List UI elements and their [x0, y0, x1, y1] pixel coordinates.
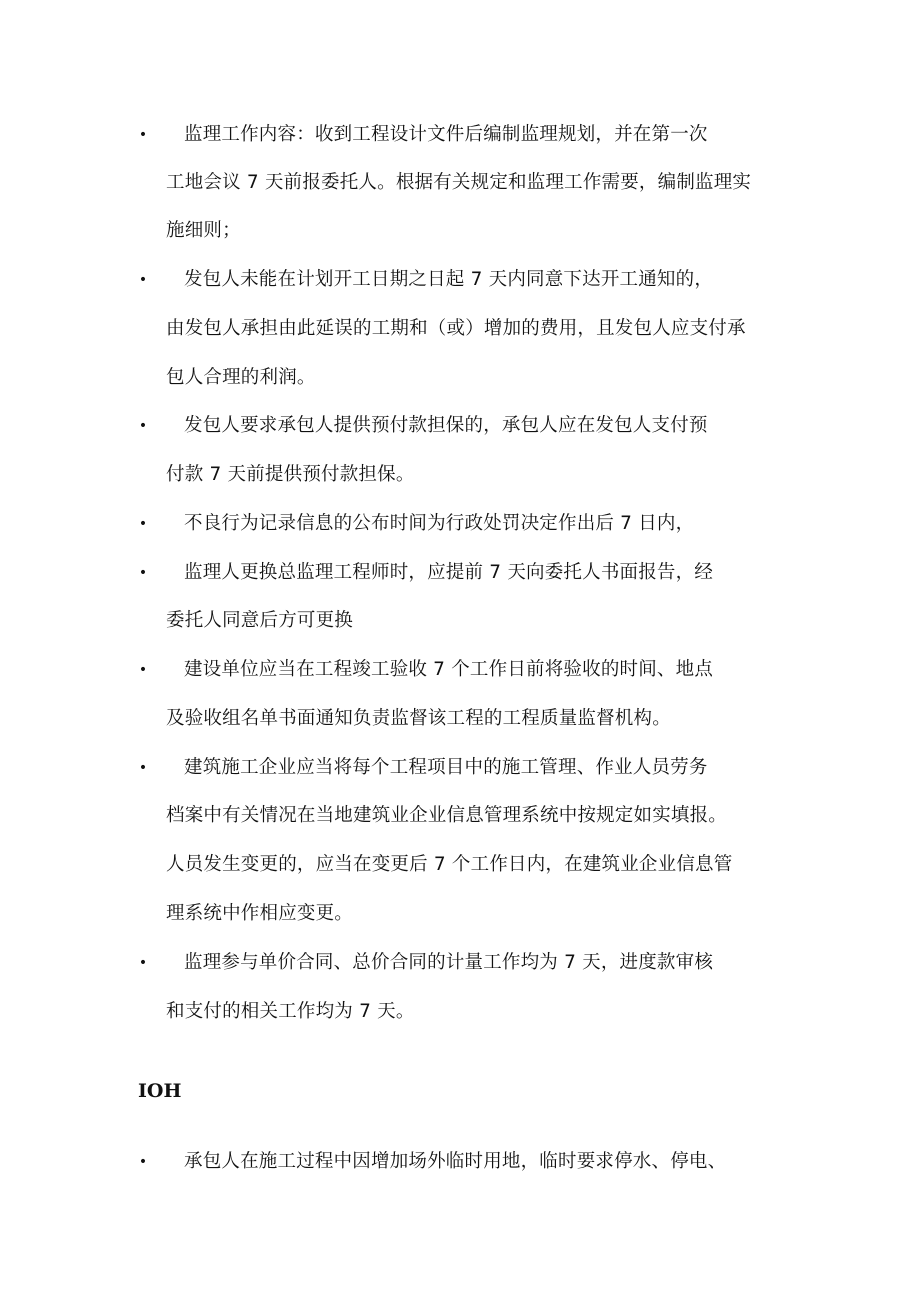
item-text-line: 和支付的相关工作均为 7 天。	[166, 1001, 415, 1022]
item-text-line: 不良行为记录信息的公布时间为行政处罚决定作出后 7 日内，	[184, 513, 695, 534]
bullet: •	[138, 565, 148, 581]
bullet: •	[138, 516, 148, 532]
item-text-line: 监理参与单价合同、总价合同的计量工作均为 7 天，进度款审核	[184, 952, 714, 973]
item-text-line: 人员发生变更的，应当在变更后 7 个工作日内，在建筑业企业信息管	[166, 854, 733, 875]
item-text-line: 档案中有关情况在当地建筑业企业信息管理系统中按规定如实填报。	[166, 805, 728, 826]
item-text-line: 理系统中作相应变更。	[166, 903, 354, 924]
item-text-line: 建设单位应当在工程竣工验收 7 个工作日前将验收的时间、地点	[184, 659, 714, 680]
bullet: •	[138, 955, 148, 971]
item-text-line: 发包人要求承包人提供预付款担保的，承包人应在发包人支付预	[184, 415, 708, 436]
bullet: •	[138, 1154, 148, 1170]
bullet: •	[138, 662, 148, 678]
item-text-line: 付款 7 天前提供预付款担保。	[166, 464, 415, 485]
item-text-line: 监理工作内容：收到工程设计文件后编制监理规划，并在第一次	[184, 124, 708, 145]
item-text-line: 监理人更换总监理工程师时，应提前 7 天向委托人书面报告，经	[184, 562, 714, 583]
bullet: •	[138, 127, 148, 143]
item-text-line: 由发包人承担由此延误的工期和（或）增加的费用，且发包人应支付承	[166, 318, 746, 339]
item-text-line: 承包人在施工过程中因增加场外临时用地，临时要求停水、停电、	[184, 1151, 727, 1172]
item-text-line: 工地会议 7 天前报委托人。根据有关规定和监理工作需要，编制监理实	[166, 172, 752, 193]
section-heading: IOH	[138, 1080, 182, 1102]
item-text-line: 包人合理的利润。	[166, 367, 316, 388]
bullet: •	[138, 272, 148, 288]
bullet: •	[138, 760, 148, 776]
bullet: •	[138, 418, 148, 434]
item-text-line: 委托人同意后方可更换	[166, 610, 354, 631]
item-text-line: 建筑施工企业应当将每个工程项目中的施工管理、作业人员劳务	[184, 757, 708, 778]
item-text-line: 施细则；	[166, 220, 241, 241]
item-text-line: 发包人未能在计划开工日期之日起 7 天内同意下达开工通知的，	[184, 269, 714, 290]
item-text-line: 及验收组名单书面通知负责监督该工程的工程质量监督机构。	[166, 708, 671, 729]
